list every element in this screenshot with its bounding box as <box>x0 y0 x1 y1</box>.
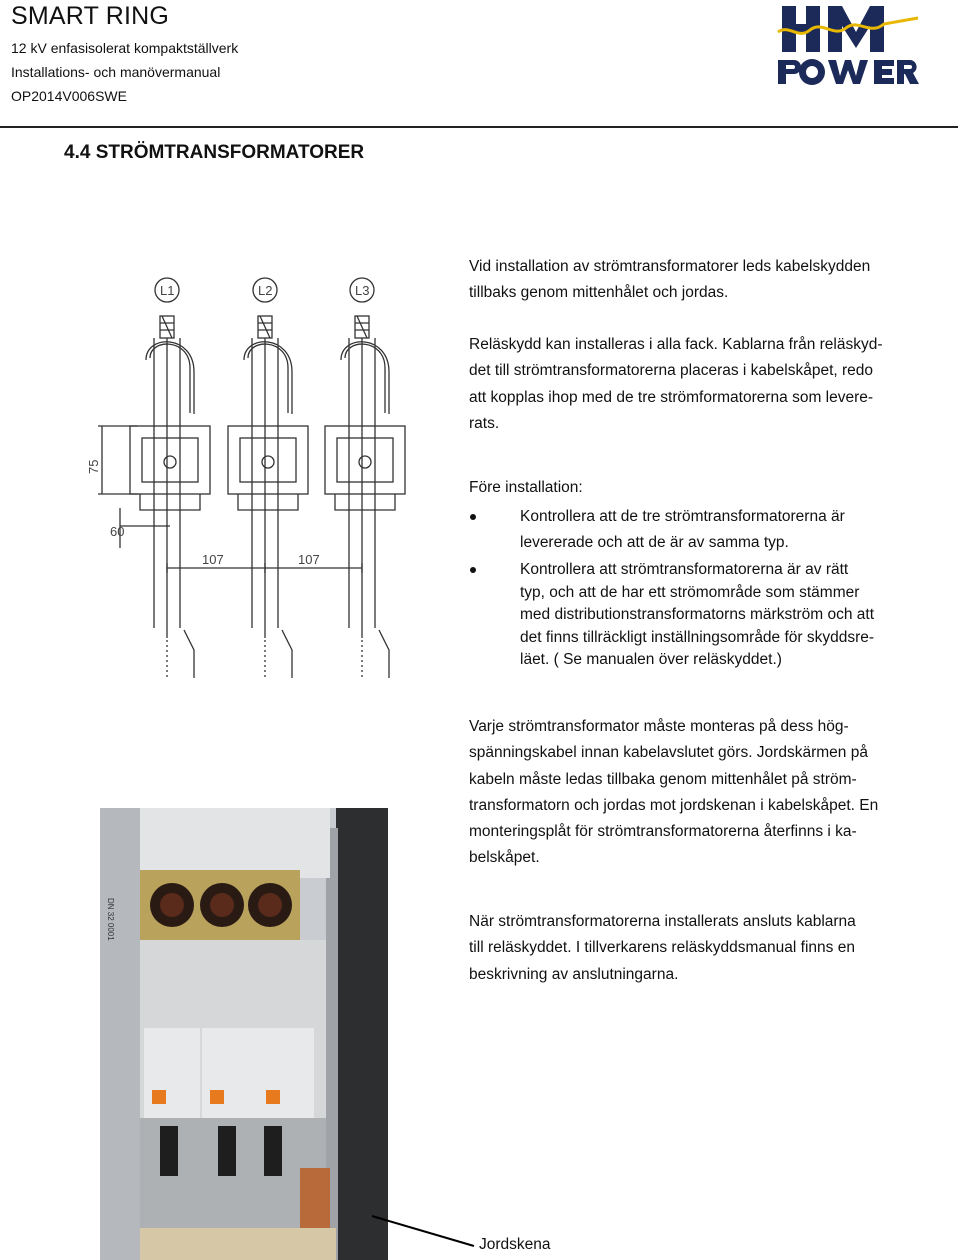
mounting-line: spänningskabel innan kabelavslutet görs. Jordskärmen på <box>469 744 868 762</box>
bullet-dot <box>470 567 476 573</box>
checklist-line: levererade och att de är av samma typ. <box>520 534 789 551</box>
connection-line: till reläskyddet. I tillverkarens reläskyddsmanual finns en <box>469 939 855 957</box>
header-subtitle: 12 kV enfasisolerat kompaktställverk <box>11 40 239 56</box>
checklist-line: läet. ( Se manualen över reläskyddet.) <box>520 651 782 668</box>
header-manual-name: Installations- och manövermanual <box>11 64 221 80</box>
dimension-label: 75 <box>86 459 101 474</box>
relay-line: det till strömtransformatorerna placeras i kabelskåpet, redo <box>469 362 874 380</box>
checklist-line: med distributionstransformatorns märkström och att <box>520 606 875 623</box>
section-title: 4.4 STRÖMTRANSFORMATORER <box>64 142 365 163</box>
connection-line: När strömtransformatorerna installerats ansluts kablarna <box>469 913 856 930</box>
hm-power-logo <box>776 2 920 88</box>
header-doc-number: OP2014V006SWE <box>11 88 127 104</box>
photo-stamp: DN 32 0001 <box>106 898 115 941</box>
intro-paragraph <box>469 254 919 307</box>
mounting-paragraph <box>469 714 919 872</box>
checklist-item <box>469 504 919 556</box>
dimension-label: 107 <box>298 552 320 567</box>
checklist-item <box>469 559 919 672</box>
mounting-line: Varje strömtransformator måste monteras på dess hög- <box>469 718 849 735</box>
before-heading-text: Före installation: <box>469 479 583 496</box>
intro-line: Vid installation av strömtransformatorer leds kabelskydden <box>469 258 871 275</box>
mounting-line: belskåpet. <box>469 849 540 867</box>
intro-line: tillbaks genom mittenhålet och jordas. <box>469 284 729 302</box>
callout-leader-line <box>370 1212 480 1252</box>
checklist-line: det finns tillräckligt inställningsområde för skyddsre- <box>520 628 875 646</box>
relay-line: att kopplas ihop med de tre strömformatorerna som levere- <box>469 388 874 406</box>
connection-line: beskrivning av anslutningarna. <box>469 965 679 983</box>
dimension-label: 107 <box>202 552 224 567</box>
checklist-line: Kontrollera att strömtransformatorerna är av rätt <box>520 561 849 578</box>
relay-paragraph <box>469 332 919 437</box>
document-title: SMART RING <box>11 2 170 30</box>
bullet-dot <box>470 514 476 520</box>
relay-line: Reläskydd kan installeras i alla fack. Kablarna från reläskyd- <box>469 336 883 353</box>
header-rule <box>0 126 958 128</box>
current-transformer-drawing <box>80 268 420 688</box>
phase-label: L1 <box>160 283 175 298</box>
mounting-line: kabeln måste ledas tillbaka genom mittenhålet på ström- <box>469 770 857 788</box>
relay-line: rats. <box>469 414 500 432</box>
ground-bar-label: Jordskena <box>479 1236 551 1253</box>
mounting-line: transformatorn och jordas mot jordskenan i kabelskåpet. En <box>469 796 879 814</box>
cable-cabinet-photo <box>100 808 388 1260</box>
before-installation-heading <box>469 475 919 501</box>
checklist <box>469 504 919 672</box>
dimension-label: 60 <box>110 524 125 539</box>
mounting-line: monteringsplåt för strömtransformatorerna återfinns i ka- <box>469 823 857 841</box>
phase-label: L3 <box>355 283 370 298</box>
checklist-line: Kontrollera att de tre strömtransformatorerna är <box>520 508 845 525</box>
checklist-line: typ, och att de har ett strömområde som stämmer <box>520 583 860 601</box>
connection-paragraph <box>469 909 919 988</box>
phase-label: L2 <box>258 283 273 298</box>
